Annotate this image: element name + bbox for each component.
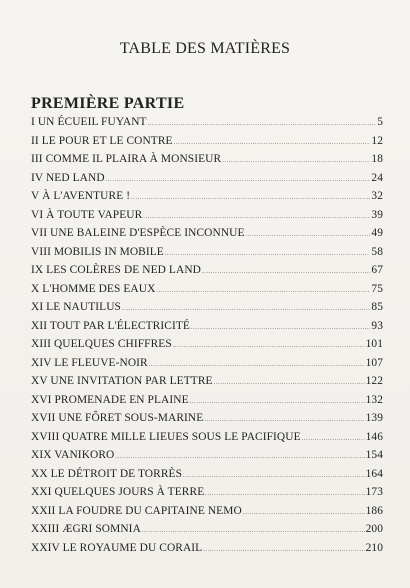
dot-leader xyxy=(173,338,365,350)
toc-entry-label: XXIV LE ROYAUME DU CORAIL xyxy=(31,541,203,554)
toc-entry-page-number: 75 xyxy=(371,282,383,295)
toc-entry xyxy=(31,116,383,135)
toc-entry-label: XVII UNE FÔRET SOUS-MARINE xyxy=(31,412,204,424)
toc-entry-page-number: 200 xyxy=(365,523,383,535)
dot-leader xyxy=(106,172,371,184)
toc-entry-page-number: 101 xyxy=(365,338,383,350)
toc-entry xyxy=(31,320,383,339)
dot-leader xyxy=(131,190,370,202)
toc-entry-label: XVI PROMENADE EN PLAINE xyxy=(31,393,189,406)
toc-entry xyxy=(31,246,383,265)
toc-entry-label: XX LE DÉTROIT DE TORRÈS xyxy=(31,467,183,480)
toc-entry xyxy=(31,375,383,394)
toc-entry-label: I UN ÉCUEIL FUYANT xyxy=(31,116,147,128)
dot-leader xyxy=(165,246,371,258)
toc-entry xyxy=(31,227,383,246)
toc-entry-page-number: 58 xyxy=(371,245,383,258)
dot-leader xyxy=(202,264,370,276)
toc-entry xyxy=(31,153,383,172)
dot-leader xyxy=(142,523,365,535)
toc-entry-label: XXI QUELQUES JOURS À TERRE xyxy=(31,486,205,498)
toc-entry xyxy=(31,209,383,228)
toc-entry xyxy=(31,523,383,542)
toc-entry-page-number: 67 xyxy=(371,264,383,276)
toc-entry xyxy=(31,449,383,468)
toc-entry xyxy=(31,394,383,413)
toc-entry-page-number: 146 xyxy=(365,430,383,443)
toc-entry-label: III COMME IL PLAIRA À MONSIEUR xyxy=(31,153,222,165)
table-of-contents xyxy=(31,116,383,560)
dot-leader xyxy=(174,135,371,147)
toc-entry xyxy=(31,135,383,154)
toc-entry-label: XV UNE INVITATION PAR LETTRE xyxy=(31,375,213,387)
toc-entry-page-number: 107 xyxy=(365,356,383,369)
toc-entry-label: IV NED LAND xyxy=(31,171,105,184)
toc-entry-page-number: 39 xyxy=(371,208,383,221)
dot-leader xyxy=(191,320,370,332)
toc-entry xyxy=(31,468,383,487)
dot-leader xyxy=(302,431,365,443)
dot-leader xyxy=(243,505,365,517)
toc-entry-label: VII UNE BALEINE D'ESPÈCE INCONNUE xyxy=(31,227,245,239)
toc-entry xyxy=(31,412,383,431)
toc-entry-label: XIII QUELQUES CHIFFRES xyxy=(31,338,172,350)
toc-entry xyxy=(31,338,383,357)
toc-entry xyxy=(31,542,383,561)
toc-entry-page-number: 5 xyxy=(377,116,383,128)
dot-leader xyxy=(156,283,370,295)
toc-entry-page-number: 122 xyxy=(365,375,383,387)
toc-entry-page-number: 32 xyxy=(371,190,383,202)
toc-entry-page-number: 49 xyxy=(371,227,383,239)
toc-entry xyxy=(31,486,383,505)
toc-entry-page-number: 154 xyxy=(365,449,383,461)
toc-entry-page-number: 164 xyxy=(365,467,383,480)
dot-leader xyxy=(222,153,370,165)
toc-entry-label: X L'HOMME DES EAUX xyxy=(31,282,156,295)
dot-leader xyxy=(148,116,377,128)
dot-leader xyxy=(214,375,365,387)
toc-entry xyxy=(31,172,383,191)
dot-leader xyxy=(122,301,370,313)
toc-entry-page-number: 18 xyxy=(371,153,383,165)
toc-entry-label: IX LES COLÈRES DE NED LAND xyxy=(31,264,201,276)
toc-entry-label: V À L'AVENTURE ! xyxy=(31,190,131,202)
toc-entry xyxy=(31,301,383,320)
toc-entry-label: XIX VANIKORO xyxy=(31,449,115,461)
toc-entry-label: XXII LA FOUDRE DU CAPITAINE NEMO xyxy=(31,504,242,517)
dot-leader xyxy=(246,227,371,239)
toc-entry xyxy=(31,264,383,283)
toc-entry-page-number: 24 xyxy=(371,171,383,184)
part-title: PREMIÈRE PARTIE xyxy=(31,95,185,112)
dot-leader xyxy=(203,542,364,554)
toc-entry xyxy=(31,357,383,376)
toc-entry-label: XII TOUT PAR L'ÉLECTRICITÉ xyxy=(31,319,190,332)
toc-entry-page-number: 132 xyxy=(365,393,383,406)
toc-entry-page-number: 173 xyxy=(365,486,383,498)
dot-leader xyxy=(149,357,365,369)
toc-entry xyxy=(31,283,383,302)
dot-leader xyxy=(115,449,364,461)
toc-entry-label: XXIII ÆGRI SOMNIA xyxy=(31,523,141,535)
toc-entry-page-number: 12 xyxy=(371,134,383,147)
toc-entry-page-number: 139 xyxy=(365,412,383,424)
dot-leader xyxy=(190,394,365,406)
toc-entry xyxy=(31,505,383,524)
toc-entry-page-number: 186 xyxy=(365,504,383,517)
toc-entry-label: XI LE NAUTILUS xyxy=(31,301,121,313)
toc-entry-label: II LE POUR ET LE CONTRE xyxy=(31,134,173,147)
toc-entry-label: XIV LE FLEUVE-NOIR xyxy=(31,356,148,369)
toc-entry xyxy=(31,190,383,209)
toc-entry-page-number: 93 xyxy=(371,319,383,332)
toc-entry-label: VI À TOUTE VAPEUR xyxy=(31,208,143,221)
toc-entry-page-number: 210 xyxy=(365,541,383,554)
page-title: TABLE DES MATIÈRES xyxy=(119,40,291,57)
toc-entry-label: VIII MOBILIS IN MOBILE xyxy=(31,245,164,258)
toc-entry xyxy=(31,431,383,450)
toc-entry-page-number: 85 xyxy=(371,301,383,313)
toc-entry-label: XVIII QUATRE MILLE LIEUES SOUS LE PACIFIQUE xyxy=(31,430,301,443)
dot-leader xyxy=(183,468,365,480)
dot-leader xyxy=(204,412,364,424)
dot-leader xyxy=(205,486,364,498)
dot-leader xyxy=(143,209,370,221)
